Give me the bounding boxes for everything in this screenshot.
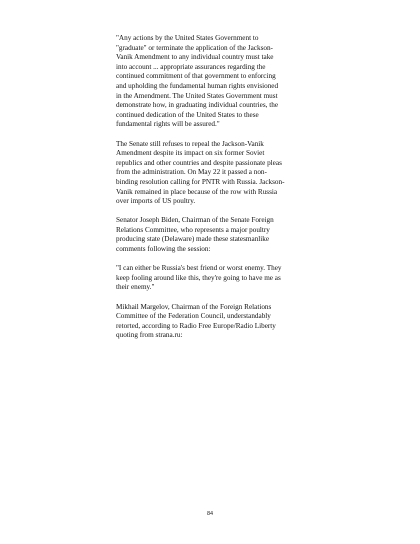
body-text [116, 34, 312, 351]
paragraph-biden-quote: "I can either be Russia's best friend or worst enemy. They keep fooling around like this, they're going to have me as their enemy." [116, 264, 282, 292]
paragraph-biden-intro: Senator Joseph Biden, Chairman of the Senate Foreign Relations Committee, who represents a major poultry producing state (Delaware) made these statesmanlike comments following the session: [116, 216, 274, 254]
page-number: 84 [206, 511, 214, 517]
paragraph-senate-refuses: The Senate still refuses to repeal the Jackson-Vanik Amendment despite its impact on six former Soviet republics and other countries and despite passionate pleas from the administration. On May 22 it passed a non- binding resolution calling for PNTR with Russia. Jackson- Vanik remained in place because of the row with Russia over imports of US poultry. [116, 139, 285, 206]
paragraph-quote-amendment: "Any actions by the United States Government to "graduate" or terminate the application of the Jackson- Vanik Amendment to any individual country must take into account ... appropriate assurances regarding the continued commitment of that government to enforcing and upholding the fundamental human rights envisioned in the Amendment. The United States Government must demonstrate how, in graduating individual countries, the continued dedication of the United States to these fundamental rights will be assured." [116, 34, 279, 129]
paragraph-margelov-intro: Mikhail Margelov, Chairman of the Foreign Relations Committee of the Federation Council, understandably retorted, according to Radio Free Europe/Radio Liberty quoting from strana.ru: [116, 302, 276, 340]
